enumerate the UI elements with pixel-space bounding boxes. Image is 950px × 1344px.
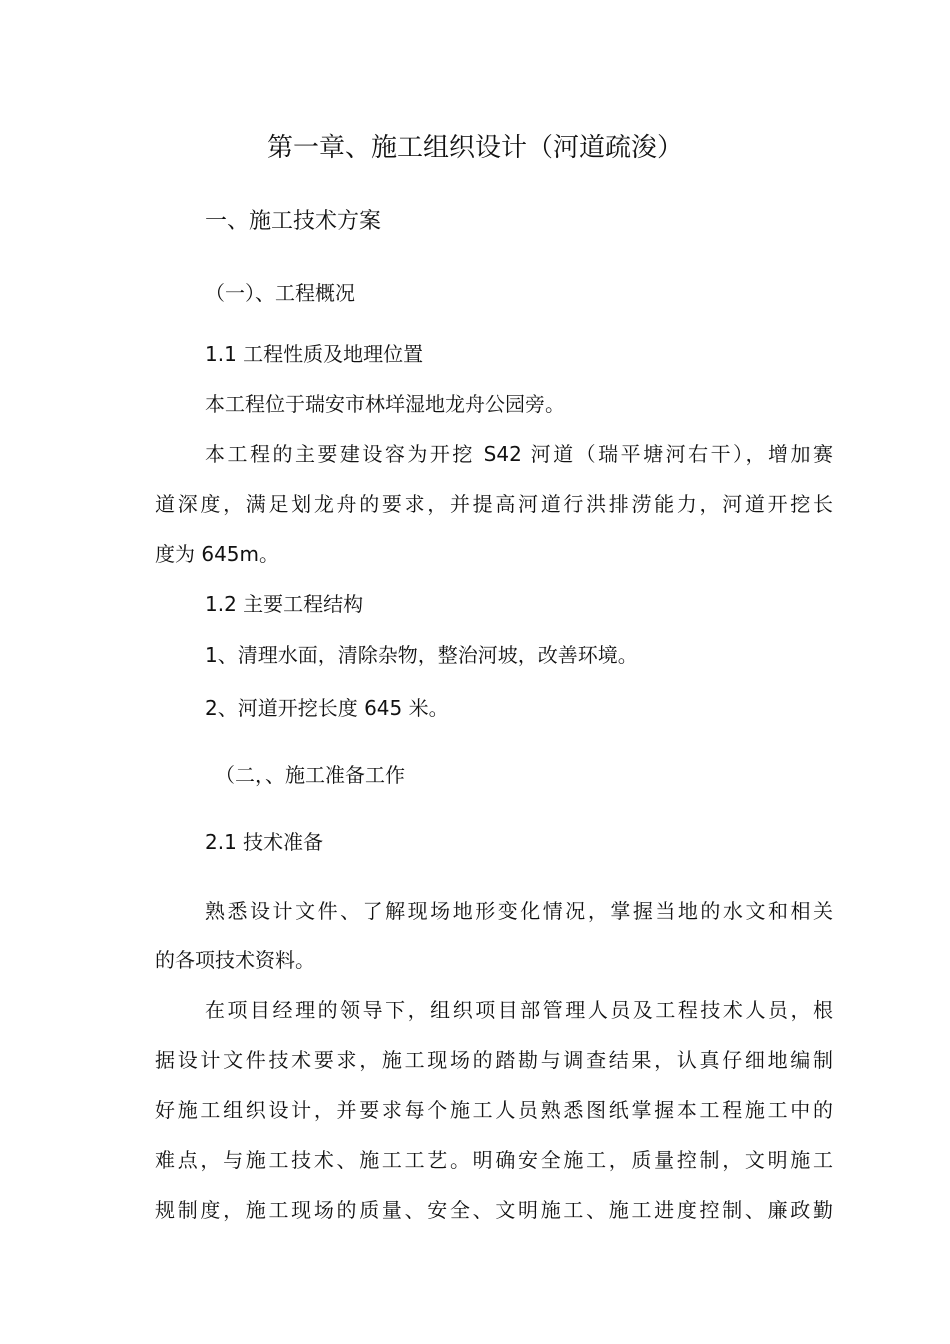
paragraph-line: 度为 645m。 — [155, 542, 280, 566]
paragraph-line: 规制度，施工现场的质量、安全、文明施工、施工进度控制、廉政勤 — [155, 1198, 833, 1222]
item-heading: 2.1 技术准备 — [205, 830, 324, 854]
paragraph-line: 本工程的主要建设容为开挖 S42 河道（瑞平塘河右干），增加赛 — [205, 442, 833, 466]
paragraph-line: 在项目经理的领导下，组织项目部管理人员及工程技术人员，根 — [205, 998, 833, 1022]
paragraph-line: 难点，与施工技术、施工工艺。明确安全施工，质量控制，文明施工 — [155, 1148, 833, 1172]
paragraph-line: 据设计文件技术要求，施工现场的踏勘与调查结果，认真仔细地编制 — [155, 1048, 833, 1072]
chapter-title: 第一章、施工组织设计（河道疏浚） — [266, 133, 683, 163]
section-heading: 一、施工技术方案 — [205, 209, 382, 234]
paragraph-line: 熟悉设计文件、了解现场地形变化情况，掌握当地的水文和相关 — [205, 899, 833, 923]
paragraph-line: 好施工组织设计，并要求每个施工人员熟悉图纸掌握本工程施工中的 — [155, 1098, 833, 1122]
item-heading: 1.1 工程性质及地理位置 — [205, 342, 424, 366]
subsection-heading: （一）、工程概况 — [205, 281, 355, 305]
paragraph-location: 本工程位于瑞安市林垟湿地龙舟公园旁。 — [205, 392, 565, 416]
paragraph-line: 的各项技术资料。 — [155, 948, 315, 972]
paragraph-line: 道深度，满足划龙舟的要求，并提高河道行洪排涝能力，河道开挖长 — [155, 492, 833, 516]
list-item: 2、河道开挖长度 645 米。 — [205, 696, 449, 720]
item-heading: 1.2 主要工程结构 — [205, 592, 364, 616]
subsection-heading: （二，、施工准备工作 — [215, 763, 405, 787]
list-item: 1、清理水面，清除杂物，整治河坡，改善环境。 — [205, 643, 638, 667]
